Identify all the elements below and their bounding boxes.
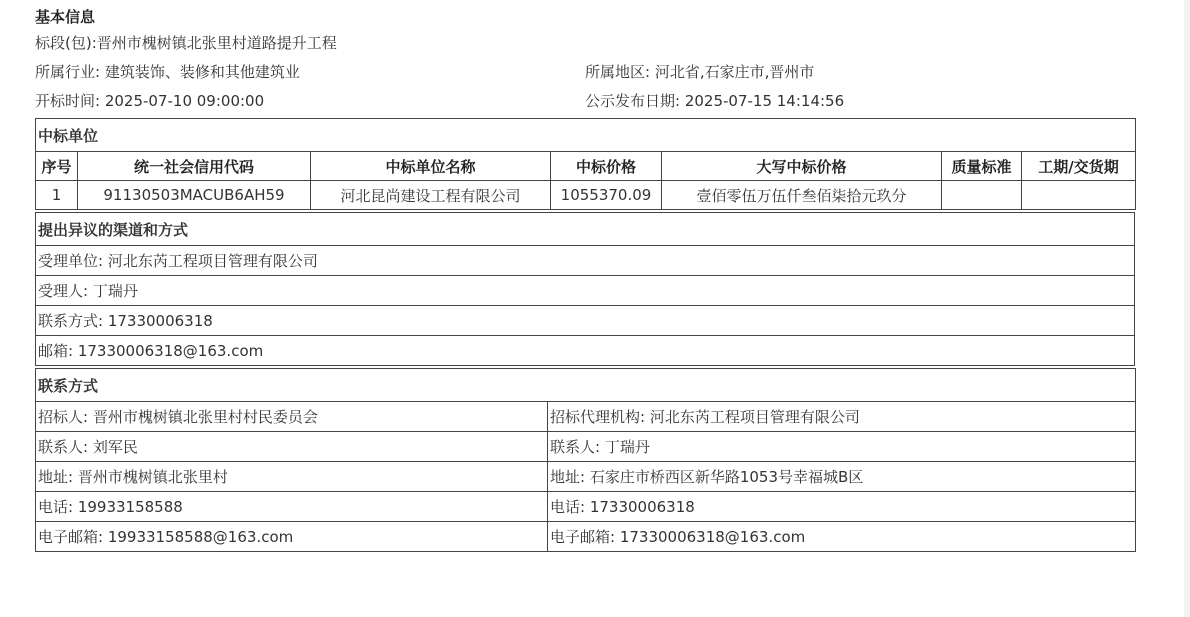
notice-page <box>35 0 1135 552</box>
objection-contact: 联系方式: 17330006318 <box>36 306 1135 336</box>
table-cell: 91130503MACUB6AH59 <box>78 181 311 210</box>
table-row <box>36 432 1136 462</box>
table-row <box>36 181 1136 210</box>
objection-title: 提出异议的渠道和方式 <box>36 213 1135 246</box>
scrollbar-track[interactable] <box>1184 0 1190 617</box>
table-row <box>36 462 1136 492</box>
winner-title: 中标单位 <box>36 119 1136 152</box>
tenderer-email: 电子邮箱: 19933158588@163.com <box>36 522 548 552</box>
col-header: 统一社会信用代码 <box>78 152 311 181</box>
objection-person: 受理人: 丁瑞丹 <box>36 276 1135 306</box>
tenderer-phone: 电话: 19933158588 <box>36 492 548 522</box>
industry-region-row <box>35 58 1135 87</box>
col-header: 序号 <box>36 152 78 181</box>
agency-phone: 电话: 17330006318 <box>548 492 1136 522</box>
col-header: 工期/交货期 <box>1022 152 1136 181</box>
tenderer: 招标人: 晋州市槐树镇北张里村村民委员会 <box>36 402 548 432</box>
agency-address: 地址: 石家庄市桥西区新华路1053号幸福城B区 <box>548 462 1136 492</box>
objection-email: 邮箱: 17330006318@163.com <box>36 336 1135 366</box>
agency-email: 电子邮箱: 17330006318@163.com <box>548 522 1136 552</box>
table-row <box>36 402 1136 432</box>
table-cell: 河北昆尚建设工程有限公司 <box>311 181 551 210</box>
table-cell <box>1022 181 1136 210</box>
table-row <box>36 492 1136 522</box>
publish-date: 公示发布日期: 2025-07-15 14:14:56 <box>585 92 845 110</box>
objection-unit: 受理单位: 河北东芮工程项目管理有限公司 <box>36 246 1135 276</box>
basic-info-title: 基本信息 <box>35 8 96 26</box>
contacts-title: 联系方式 <box>36 369 1136 402</box>
contacts-table <box>35 368 1136 552</box>
region: 所属地区: 河北省,石家庄市,晋州市 <box>585 63 815 81</box>
col-header: 中标单位名称 <box>311 152 551 181</box>
tenderer-address: 地址: 晋州市槐树镇北张里村 <box>36 462 548 492</box>
table-cell: 壹佰零伍万伍仟叁佰柒拾元玖分 <box>662 181 942 210</box>
table-row <box>36 522 1136 552</box>
table-cell: 1055370.09 <box>551 181 662 210</box>
table-cell: 1 <box>36 181 78 210</box>
objection-table <box>35 212 1135 366</box>
agency-contact: 联系人: 丁瑞丹 <box>548 432 1136 462</box>
winner-header-row <box>36 152 1136 181</box>
tenderer-contact: 联系人: 刘军民 <box>36 432 548 462</box>
winner-table <box>35 118 1136 210</box>
bid-section-row <box>35 29 1135 58</box>
open-time: 开标时间: 2025-07-10 09:00:00 <box>35 92 265 110</box>
time-row <box>35 87 1135 116</box>
table-cell <box>942 181 1022 210</box>
bid-section: 标段(包):晋州市槐树镇北张里村道路提升工程 <box>35 34 337 52</box>
col-header: 大写中标价格 <box>662 152 942 181</box>
col-header: 中标价格 <box>551 152 662 181</box>
agency: 招标代理机构: 河北东芮工程项目管理有限公司 <box>548 402 1136 432</box>
industry: 所属行业: 建筑装饰、装修和其他建筑业 <box>35 63 300 81</box>
col-header: 质量标准 <box>942 152 1022 181</box>
